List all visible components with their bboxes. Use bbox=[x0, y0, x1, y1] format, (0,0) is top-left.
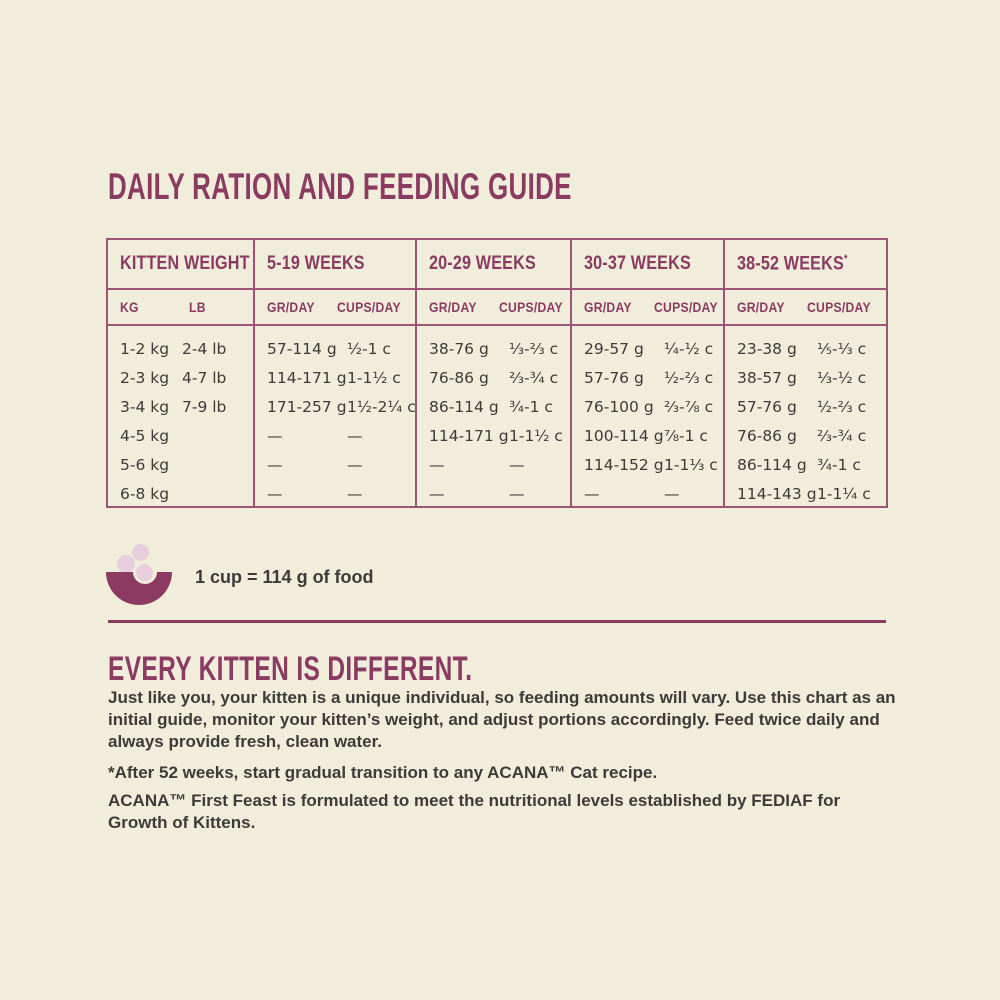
cell-value-right: 1-1⅓ c bbox=[664, 455, 718, 474]
cell-value-right: ⅞-1 c bbox=[664, 426, 708, 445]
table-row bbox=[429, 334, 570, 363]
cell-value-left: 57-114 g bbox=[267, 339, 337, 358]
cell-value-left: 76-100 g bbox=[584, 397, 654, 416]
subheader-label: CUPS/DAY bbox=[499, 299, 563, 315]
feeding-table-column-1 bbox=[255, 240, 417, 506]
cell-value-left: 100-114 g bbox=[584, 426, 664, 445]
column-subheader bbox=[725, 290, 886, 326]
table-row bbox=[267, 334, 415, 363]
cell-value-left: 1-2 kg bbox=[120, 339, 170, 358]
food-bowl-icon bbox=[105, 543, 190, 605]
table-row bbox=[737, 363, 886, 392]
table-row bbox=[120, 363, 253, 392]
table-row bbox=[120, 334, 253, 363]
cell-value-left: 3-4 kg bbox=[120, 397, 170, 416]
table-row bbox=[267, 479, 415, 508]
column-values bbox=[725, 326, 886, 508]
column-subheader bbox=[108, 290, 253, 326]
cell-value-right: ¾-1 c bbox=[817, 455, 861, 474]
table-row bbox=[584, 392, 723, 421]
table-row bbox=[737, 479, 886, 508]
cell-value-left: 38-76 g bbox=[429, 339, 489, 358]
feeding-table-column-4 bbox=[725, 240, 886, 506]
table-row bbox=[737, 421, 886, 450]
cell-value-left: — bbox=[429, 455, 445, 474]
column-values bbox=[572, 326, 723, 508]
cell-value-left: 76-86 g bbox=[429, 368, 489, 387]
kibble-dot-icon bbox=[132, 544, 149, 561]
subheader-label: CUPS/DAY bbox=[654, 299, 718, 315]
table-row bbox=[429, 450, 570, 479]
cell-value-left: 29-57 g bbox=[584, 339, 644, 358]
cell-value-left: 114-171 g bbox=[429, 426, 509, 445]
cup-legend bbox=[105, 543, 605, 605]
column-header: KITTEN WEIGHT bbox=[108, 240, 253, 290]
cell-value-right: ⅔-¾ c bbox=[817, 426, 867, 445]
cell-value-right: — bbox=[347, 484, 363, 503]
feeding-table-column-2 bbox=[417, 240, 572, 506]
column-header: 20-29 WEEKS bbox=[417, 240, 570, 290]
cell-value-right: 1-1¼ c bbox=[817, 484, 871, 503]
table-row bbox=[737, 392, 886, 421]
cell-value-right: 1-1½ c bbox=[509, 426, 563, 445]
cell-value-right: ¾-1 c bbox=[509, 397, 553, 416]
feeding-table-column-3 bbox=[572, 240, 725, 506]
table-row bbox=[267, 392, 415, 421]
cell-value-left: 57-76 g bbox=[737, 397, 797, 416]
cell-value-left: — bbox=[429, 484, 445, 503]
cell-value-left: 114-171 g bbox=[267, 368, 347, 387]
table-row bbox=[120, 479, 253, 508]
cell-value-right: 1-1½ c bbox=[347, 368, 401, 387]
section-heading: EVERY KITTEN IS DIFFERENT. bbox=[108, 650, 473, 688]
cell-value-right: ⅔-⅞ c bbox=[664, 397, 714, 416]
table-row bbox=[429, 392, 570, 421]
cell-value-right: — bbox=[347, 426, 363, 445]
subheader-label: GR/DAY bbox=[737, 299, 785, 315]
subheader-label: GR/DAY bbox=[267, 299, 315, 315]
column-header: 5-19 WEEKS bbox=[255, 240, 415, 290]
cell-value-left: — bbox=[584, 484, 600, 503]
subheader-label: GR/DAY bbox=[584, 299, 632, 315]
column-subheader bbox=[572, 290, 723, 326]
table-row bbox=[429, 421, 570, 450]
cup-legend-text: 1 cup = 114 g of food bbox=[195, 567, 374, 587]
cell-value-left: 86-114 g bbox=[429, 397, 499, 416]
feeding-table bbox=[106, 238, 888, 508]
feeding-table-column-0 bbox=[108, 240, 255, 506]
column-values bbox=[255, 326, 415, 508]
cell-value-right: 4-7 lb bbox=[182, 368, 227, 387]
cell-value-right: — bbox=[509, 484, 525, 503]
cell-value-right: — bbox=[509, 455, 525, 474]
cell-value-left: 171-257 g bbox=[267, 397, 347, 416]
cell-value-right: — bbox=[664, 484, 680, 503]
kibble-dot-icon bbox=[136, 564, 153, 581]
cell-value-left: 86-114 g bbox=[737, 455, 807, 474]
subheader-label: CUPS/DAY bbox=[337, 299, 401, 315]
cell-value-right: — bbox=[347, 455, 363, 474]
cell-value-left: — bbox=[267, 484, 283, 503]
subheader-label: KG bbox=[120, 299, 139, 315]
table-row bbox=[584, 479, 723, 508]
cell-value-left: 114-152 g bbox=[584, 455, 664, 474]
cell-value-left: — bbox=[267, 455, 283, 474]
table-row bbox=[120, 450, 253, 479]
table-row bbox=[737, 334, 886, 363]
column-values bbox=[108, 326, 253, 508]
cell-value-left: 57-76 g bbox=[584, 368, 644, 387]
body-paragraph: Just like you, your kitten is a unique individual, so feeding amounts will vary. Use this chart as an initial guide, monitor your kitten’s weight, and adjust portions accordingly. Feed twice daily and always provide fresh, clean water. bbox=[108, 688, 896, 751]
cell-value-right: 1½-2¼ c bbox=[347, 397, 416, 416]
column-subheader bbox=[417, 290, 570, 326]
cell-value-right: ⅓-½ c bbox=[817, 368, 867, 387]
subheader-label: CUPS/DAY bbox=[807, 299, 871, 315]
table-row bbox=[120, 421, 253, 450]
cell-value-left: 4-5 kg bbox=[120, 426, 170, 445]
footnote-paragraph: *After 52 weeks, start gradual transition to any ACANA™ Cat recipe. bbox=[108, 763, 658, 782]
closing-paragraph: ACANA™ First Feast is formulated to meet the nutritional levels established by FEDIAF for Growth of Kittens. bbox=[108, 791, 841, 832]
column-values bbox=[417, 326, 570, 508]
cell-value-right: 7-9 lb bbox=[182, 397, 227, 416]
table-row bbox=[737, 450, 886, 479]
cell-value-right: ⅔-¾ c bbox=[509, 368, 559, 387]
column-subheader bbox=[255, 290, 415, 326]
cell-value-left: 6-8 kg bbox=[120, 484, 170, 503]
table-row bbox=[584, 421, 723, 450]
cell-value-right: ½-1 c bbox=[347, 339, 391, 358]
section-divider bbox=[108, 620, 886, 623]
page-title: DAILY RATION AND FEEDING GUIDE bbox=[108, 166, 572, 207]
table-row bbox=[429, 363, 570, 392]
cell-value-right: ½-⅔ c bbox=[664, 368, 714, 387]
subheader-label: LB bbox=[189, 299, 206, 315]
table-row bbox=[267, 421, 415, 450]
subheader-label: GR/DAY bbox=[429, 299, 477, 315]
table-row bbox=[120, 392, 253, 421]
cell-value-left: 114-143 g bbox=[737, 484, 817, 503]
cell-value-left: 23-38 g bbox=[737, 339, 797, 358]
table-row bbox=[267, 450, 415, 479]
cell-value-right: ⅕-⅓ c bbox=[817, 339, 867, 358]
cell-value-left: 76-86 g bbox=[737, 426, 797, 445]
table-row bbox=[429, 479, 570, 508]
table-row bbox=[584, 334, 723, 363]
cell-value-left: — bbox=[267, 426, 283, 445]
cell-value-right: ¼-½ c bbox=[664, 339, 714, 358]
column-header: 38-52 WEEKS* bbox=[725, 240, 886, 290]
table-row bbox=[584, 363, 723, 392]
cell-value-right: 2-4 lb bbox=[182, 339, 227, 358]
table-row bbox=[584, 450, 723, 479]
header-asterisk: * bbox=[843, 252, 848, 265]
cell-value-left: 38-57 g bbox=[737, 368, 797, 387]
cell-value-right: ½-⅔ c bbox=[817, 397, 867, 416]
cell-value-left: 5-6 kg bbox=[120, 455, 170, 474]
cell-value-left: 2-3 kg bbox=[120, 368, 170, 387]
table-row bbox=[267, 363, 415, 392]
column-header: 30-37 WEEKS bbox=[572, 240, 723, 290]
cell-value-right: ⅓-⅔ c bbox=[509, 339, 559, 358]
